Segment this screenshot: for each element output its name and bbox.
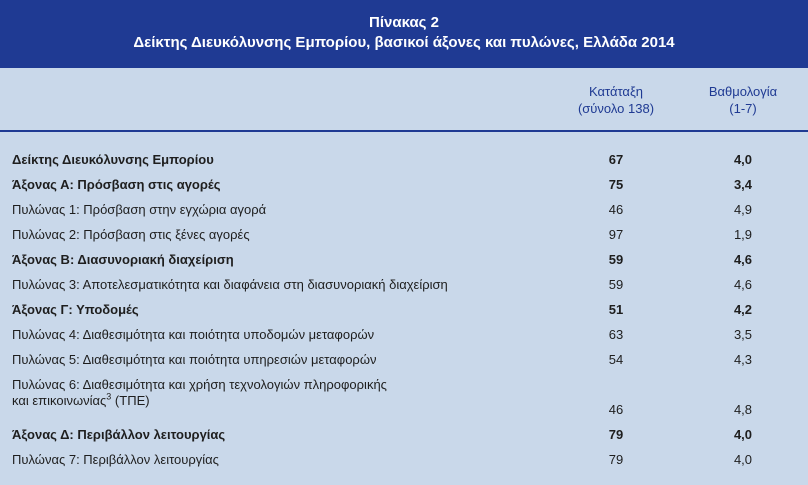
row-rank: 97 [608,227,624,242]
row-label-line2-end: (ΤΠΕ) [111,393,150,408]
row-label-line1: Πυλώνας 6: Διαθεσιμότητα και χρήση τεχνολογιών πληροφορικής [12,377,387,392]
row-rank: 67 [608,152,624,167]
row-label: Δείκτης Διευκόλυνσης Εμπορίου [12,152,214,167]
row-label: Πυλώνας 4: Διαθεσιμότητα και ποιότητα υποδομών μεταφορών [12,327,375,342]
row-score: 4,0 [733,152,753,167]
row-label: Άξονας Β: Διασυνοριακή διαχείριση [12,252,234,267]
score-header-line2: (1-7) [729,101,757,116]
row-label: Πυλώνας 1: Πρόσβαση στην εγχώρια αγορά [12,202,267,217]
table-row [0,321,808,346]
table-row [0,346,808,371]
table-row [0,171,808,196]
row-rank: 46 [608,202,624,217]
row-score: 4,0 [733,452,753,467]
row-score: 3,5 [733,327,753,342]
column-headers [0,68,808,130]
row-rank: 51 [608,302,624,317]
row-score: 4,8 [733,402,753,417]
row-rank: 54 [608,352,624,367]
table-row [0,371,808,421]
row-rank: 59 [608,277,624,292]
row-rank: 79 [608,452,624,467]
row-score: 4,3 [733,352,753,367]
row-score: 4,9 [733,202,753,217]
score-header-line1: Βαθμολογία [708,84,778,99]
row-rank: 46 [608,402,624,417]
table-row [0,296,808,321]
row-rank: 75 [608,177,624,192]
row-score: 3,4 [733,177,753,192]
table-row [0,246,808,271]
row-rank: 79 [608,427,624,442]
row-label: Άξονας Α: Πρόσβαση στις αγορές [12,177,221,192]
row-score: 4,0 [733,427,753,442]
table-row [0,146,808,171]
table-header [0,0,808,68]
table-title: Πίνακας 2 [369,14,439,31]
row-label: Πυλώνας 7: Περιβάλλον λειτουργίας [12,452,219,467]
row-score: 4,6 [733,277,753,292]
table-row [0,446,808,471]
table-subtitle: Δείκτης Διευκόλυνσης Εμπορίου, βασικοί άξονες και πυλώνες, Ελλάδα 2014 [133,34,675,51]
footnote-marker: 3 [106,391,112,402]
table-row [0,221,808,246]
table-body [0,132,808,471]
rank-column-header [556,83,676,117]
row-rank: 63 [608,327,624,342]
row-score: 4,2 [733,302,753,317]
row-label: Πυλώνας 3: Αποτελεσματικότητα και διαφάνεια στη διασυνοριακή διαχείριση [12,277,448,292]
row-label-line2: και επικοινωνίας [12,393,107,408]
row-label: Πυλώνας 5: Διαθεσιμότητα και ποιότητα υπηρεσιών μεταφορών [12,352,377,367]
row-rank: 59 [608,252,624,267]
table-row [0,271,808,296]
row-label: Πυλώνας 2: Πρόσβαση στις ξένες αγορές [12,227,250,242]
row-label [12,377,387,409]
rank-header-line1: Κατάταξη [588,84,643,99]
row-score: 1,9 [733,227,753,242]
rank-header-line2: (σύνολο 138) [577,101,655,116]
score-column-header [688,83,798,117]
row-label: Άξονας Δ: Περιβάλλον λειτουργίας [12,427,226,442]
row-score: 4,6 [733,252,753,267]
row-label: Άξονας Γ: Υποδομές [12,302,139,317]
table-row [0,421,808,446]
table-row [0,196,808,221]
